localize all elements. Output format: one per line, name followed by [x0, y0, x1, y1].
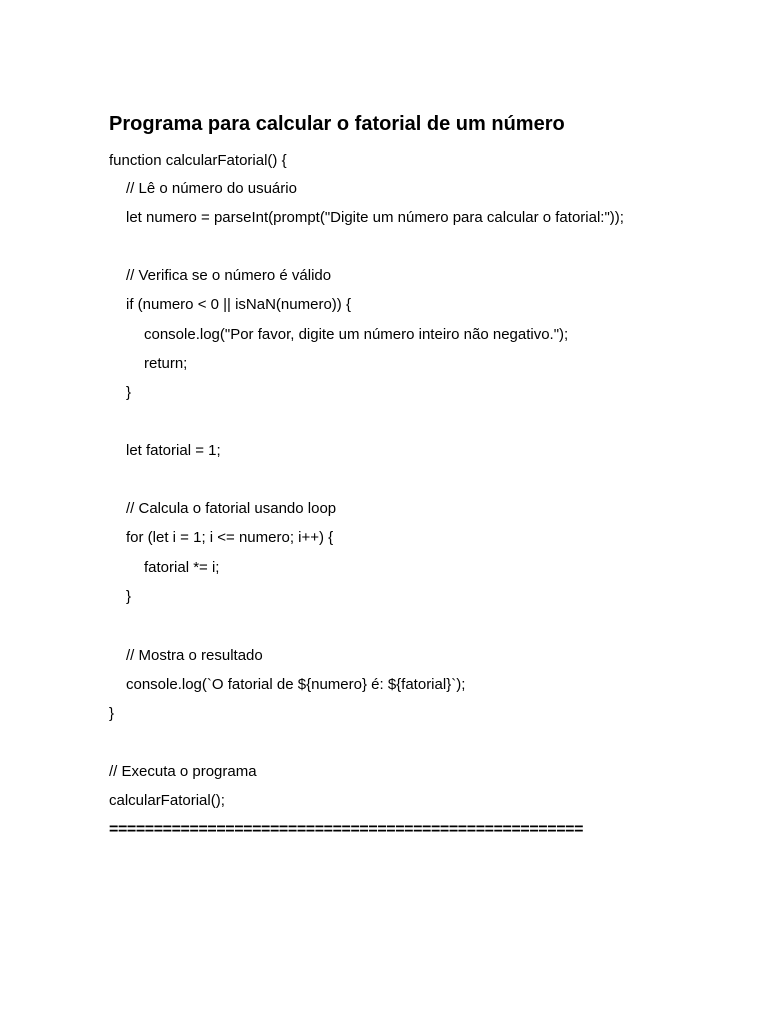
code-line: for (let i = 1; i <= numero; i++) { [126, 529, 334, 546]
code-line: // Verifica se o número é válido [126, 267, 332, 284]
code-line: } [126, 384, 132, 401]
code-line: } [109, 705, 115, 722]
divider-line: ===================================================== [109, 821, 584, 838]
code-line: let fatorial = 1; [126, 442, 221, 459]
code-line: console.log(`O fatorial de ${numero} é: ${fatorial}`); [126, 676, 466, 693]
code-line: return; [144, 355, 188, 372]
code-line: calcularFatorial(); [109, 792, 225, 809]
code-line: // Lê o número do usuário [126, 180, 297, 197]
code-line: // Executa o programa [109, 763, 257, 780]
code-line: let numero = parseInt(prompt("Digite um número para calcular o fatorial:")); [126, 209, 624, 226]
code-line: if (numero < 0 || isNaN(numero)) { [126, 296, 351, 313]
code-line: function calcularFatorial() { [109, 152, 287, 169]
code-line: } [126, 588, 132, 605]
code-line: // Mostra o resultado [126, 647, 263, 664]
code-line: // Calcula o fatorial usando loop [126, 500, 337, 517]
document-title: Programa para calcular o fatorial de um número [109, 113, 565, 135]
code-line: console.log("Por favor, digite um número inteiro não negativo."); [144, 326, 569, 343]
code-line: fatorial *= i; [144, 559, 220, 576]
